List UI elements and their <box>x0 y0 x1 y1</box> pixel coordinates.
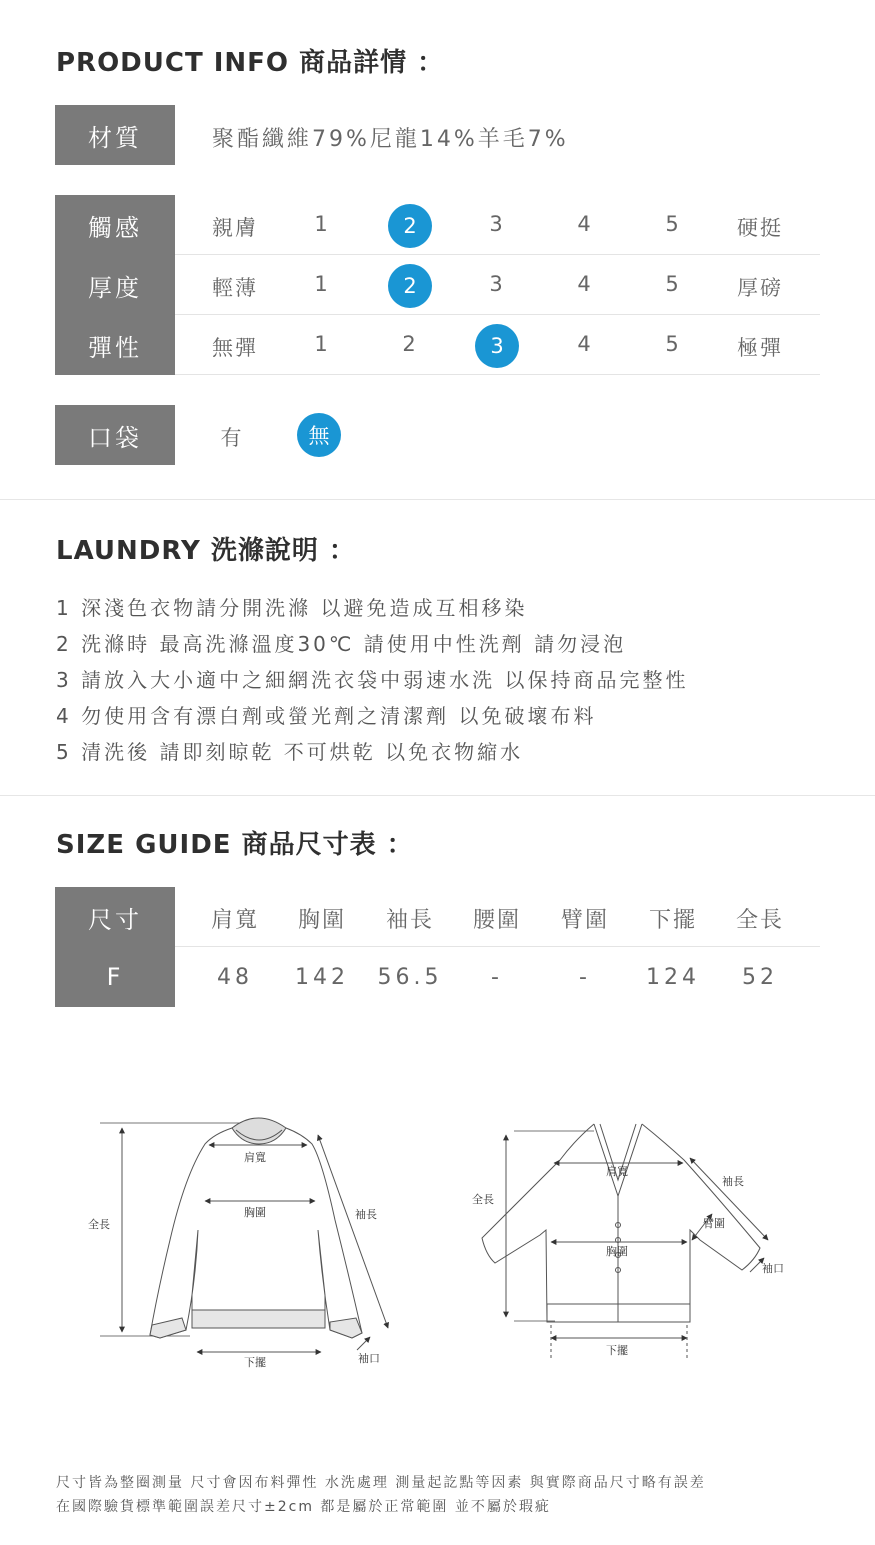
rating-value: 3 <box>489 212 505 236</box>
diagram-label: 臂圍 <box>703 1217 725 1230</box>
material-value: 聚酯纖維79%尼龍14%羊毛7% <box>212 127 569 152</box>
laundry-item: 2 洗滌時 最高洗滌溫度30℃ 請使用中性洗劑 請勿浸泡 <box>56 632 627 656</box>
size-cell: 124 <box>646 965 700 990</box>
size-guide-title: SIZE GUIDE 商品尺寸表 ： <box>56 830 414 860</box>
rating-end-label: 無彈 <box>212 336 258 360</box>
product-info-title: PRODUCT INFO 商品詳情 ： <box>56 48 445 78</box>
footnote-line: 尺寸皆為整圈測量 尺寸會因布料彈性 水洗處理 測量起訖點等因素 與實際商品尺寸略有誤差 <box>56 1475 706 1491</box>
rating-value: 5 <box>665 272 681 296</box>
diagram-label: 袖長 <box>722 1175 744 1188</box>
cardigan-diagram <box>482 1124 768 1358</box>
size-header-label: 尺寸 <box>55 887 175 947</box>
section-divider <box>0 795 875 796</box>
size-row-label: F <box>55 947 175 1007</box>
diagram-label: 袖口 <box>358 1352 380 1365</box>
rating-end-label: 厚磅 <box>737 276 783 300</box>
size-column-header: 袖長 <box>385 908 435 933</box>
rating-end-label: 硬挺 <box>737 216 783 240</box>
rating-label: 厚度 <box>55 255 175 315</box>
rating-value: 4 <box>577 212 593 236</box>
rating-value: 3 <box>489 272 505 296</box>
size-column-header: 下擺 <box>648 908 698 933</box>
size-cell: - <box>491 965 503 990</box>
garment-diagrams <box>0 1100 875 1430</box>
rating-value: 5 <box>665 332 681 356</box>
rating-value: 1 <box>314 272 330 296</box>
rating-end-label: 極彈 <box>737 336 783 360</box>
size-column-header: 全長 <box>735 908 785 933</box>
laundry-item: 4 勿使用含有漂白劑或螢光劑之清潔劑 以免破壞布料 <box>56 704 597 728</box>
diagram-label: 肩寬 <box>606 1165 628 1178</box>
diagram-label: 全長 <box>88 1218 110 1231</box>
diagram-label: 袖口 <box>762 1262 784 1275</box>
rating-label: 彈性 <box>55 315 175 375</box>
size-cell: 56.5 <box>377 965 443 990</box>
rating-value: 5 <box>665 212 681 236</box>
rating-value-selected: 2 <box>388 264 432 308</box>
laundry-item: 3 請放入大小適中之細網洗衣袋中弱速水洗 以保持商品完整性 <box>56 668 689 692</box>
size-column-header: 肩寬 <box>210 908 260 933</box>
diagram-label: 下擺 <box>244 1356 266 1369</box>
size-cell: 48 <box>217 965 253 990</box>
rating-end-label: 輕薄 <box>212 276 258 300</box>
rating-value: 1 <box>314 332 330 356</box>
rating-value: 1 <box>314 212 330 236</box>
size-table-divider <box>175 946 820 947</box>
pocket-option-yes: 有 <box>220 426 244 450</box>
laundry-item: 1 深淺色衣物請分開洗滌 以避免造成互相移染 <box>56 596 528 620</box>
rating-value: 4 <box>577 332 593 356</box>
laundry-item: 5 清洗後 請即刻晾乾 不可烘乾 以免衣物縮水 <box>56 740 524 764</box>
diagram-label: 胸圍 <box>244 1206 266 1219</box>
rating-label: 觸感 <box>55 195 175 255</box>
section-divider <box>0 499 875 500</box>
diagram-label: 全長 <box>472 1193 494 1206</box>
diagram-label: 袖長 <box>355 1208 377 1221</box>
size-cell: 142 <box>295 965 349 990</box>
material-label: 材質 <box>55 105 175 165</box>
size-cell: 52 <box>742 965 778 990</box>
rating-value: 4 <box>577 272 593 296</box>
rating-row-divider <box>175 374 820 375</box>
rating-end-label: 親膚 <box>212 216 258 240</box>
size-column-header: 腰圍 <box>472 908 522 933</box>
pocket-option-no-selected: 無 <box>297 413 341 457</box>
size-cell: - <box>579 965 591 990</box>
laundry-title: LAUNDRY 洗滌說明 ： <box>56 536 356 566</box>
rating-row-divider <box>175 314 820 315</box>
rating-value: 2 <box>402 332 418 356</box>
footnote-line: 在國際驗貨標準範圍誤差尺寸±2cm 都是屬於正常範圍 並不屬於瑕疵 <box>56 1499 551 1515</box>
rating-value-selected: 2 <box>388 204 432 248</box>
size-column-header: 胸圍 <box>297 908 347 933</box>
rating-row-divider <box>175 254 820 255</box>
diagram-label: 胸圍 <box>606 1245 628 1258</box>
pocket-label: 口袋 <box>55 405 175 465</box>
size-column-header: 臂圍 <box>560 908 610 933</box>
rating-value-selected: 3 <box>475 324 519 368</box>
diagram-label: 肩寬 <box>244 1151 266 1164</box>
diagram-label: 下擺 <box>606 1344 628 1357</box>
